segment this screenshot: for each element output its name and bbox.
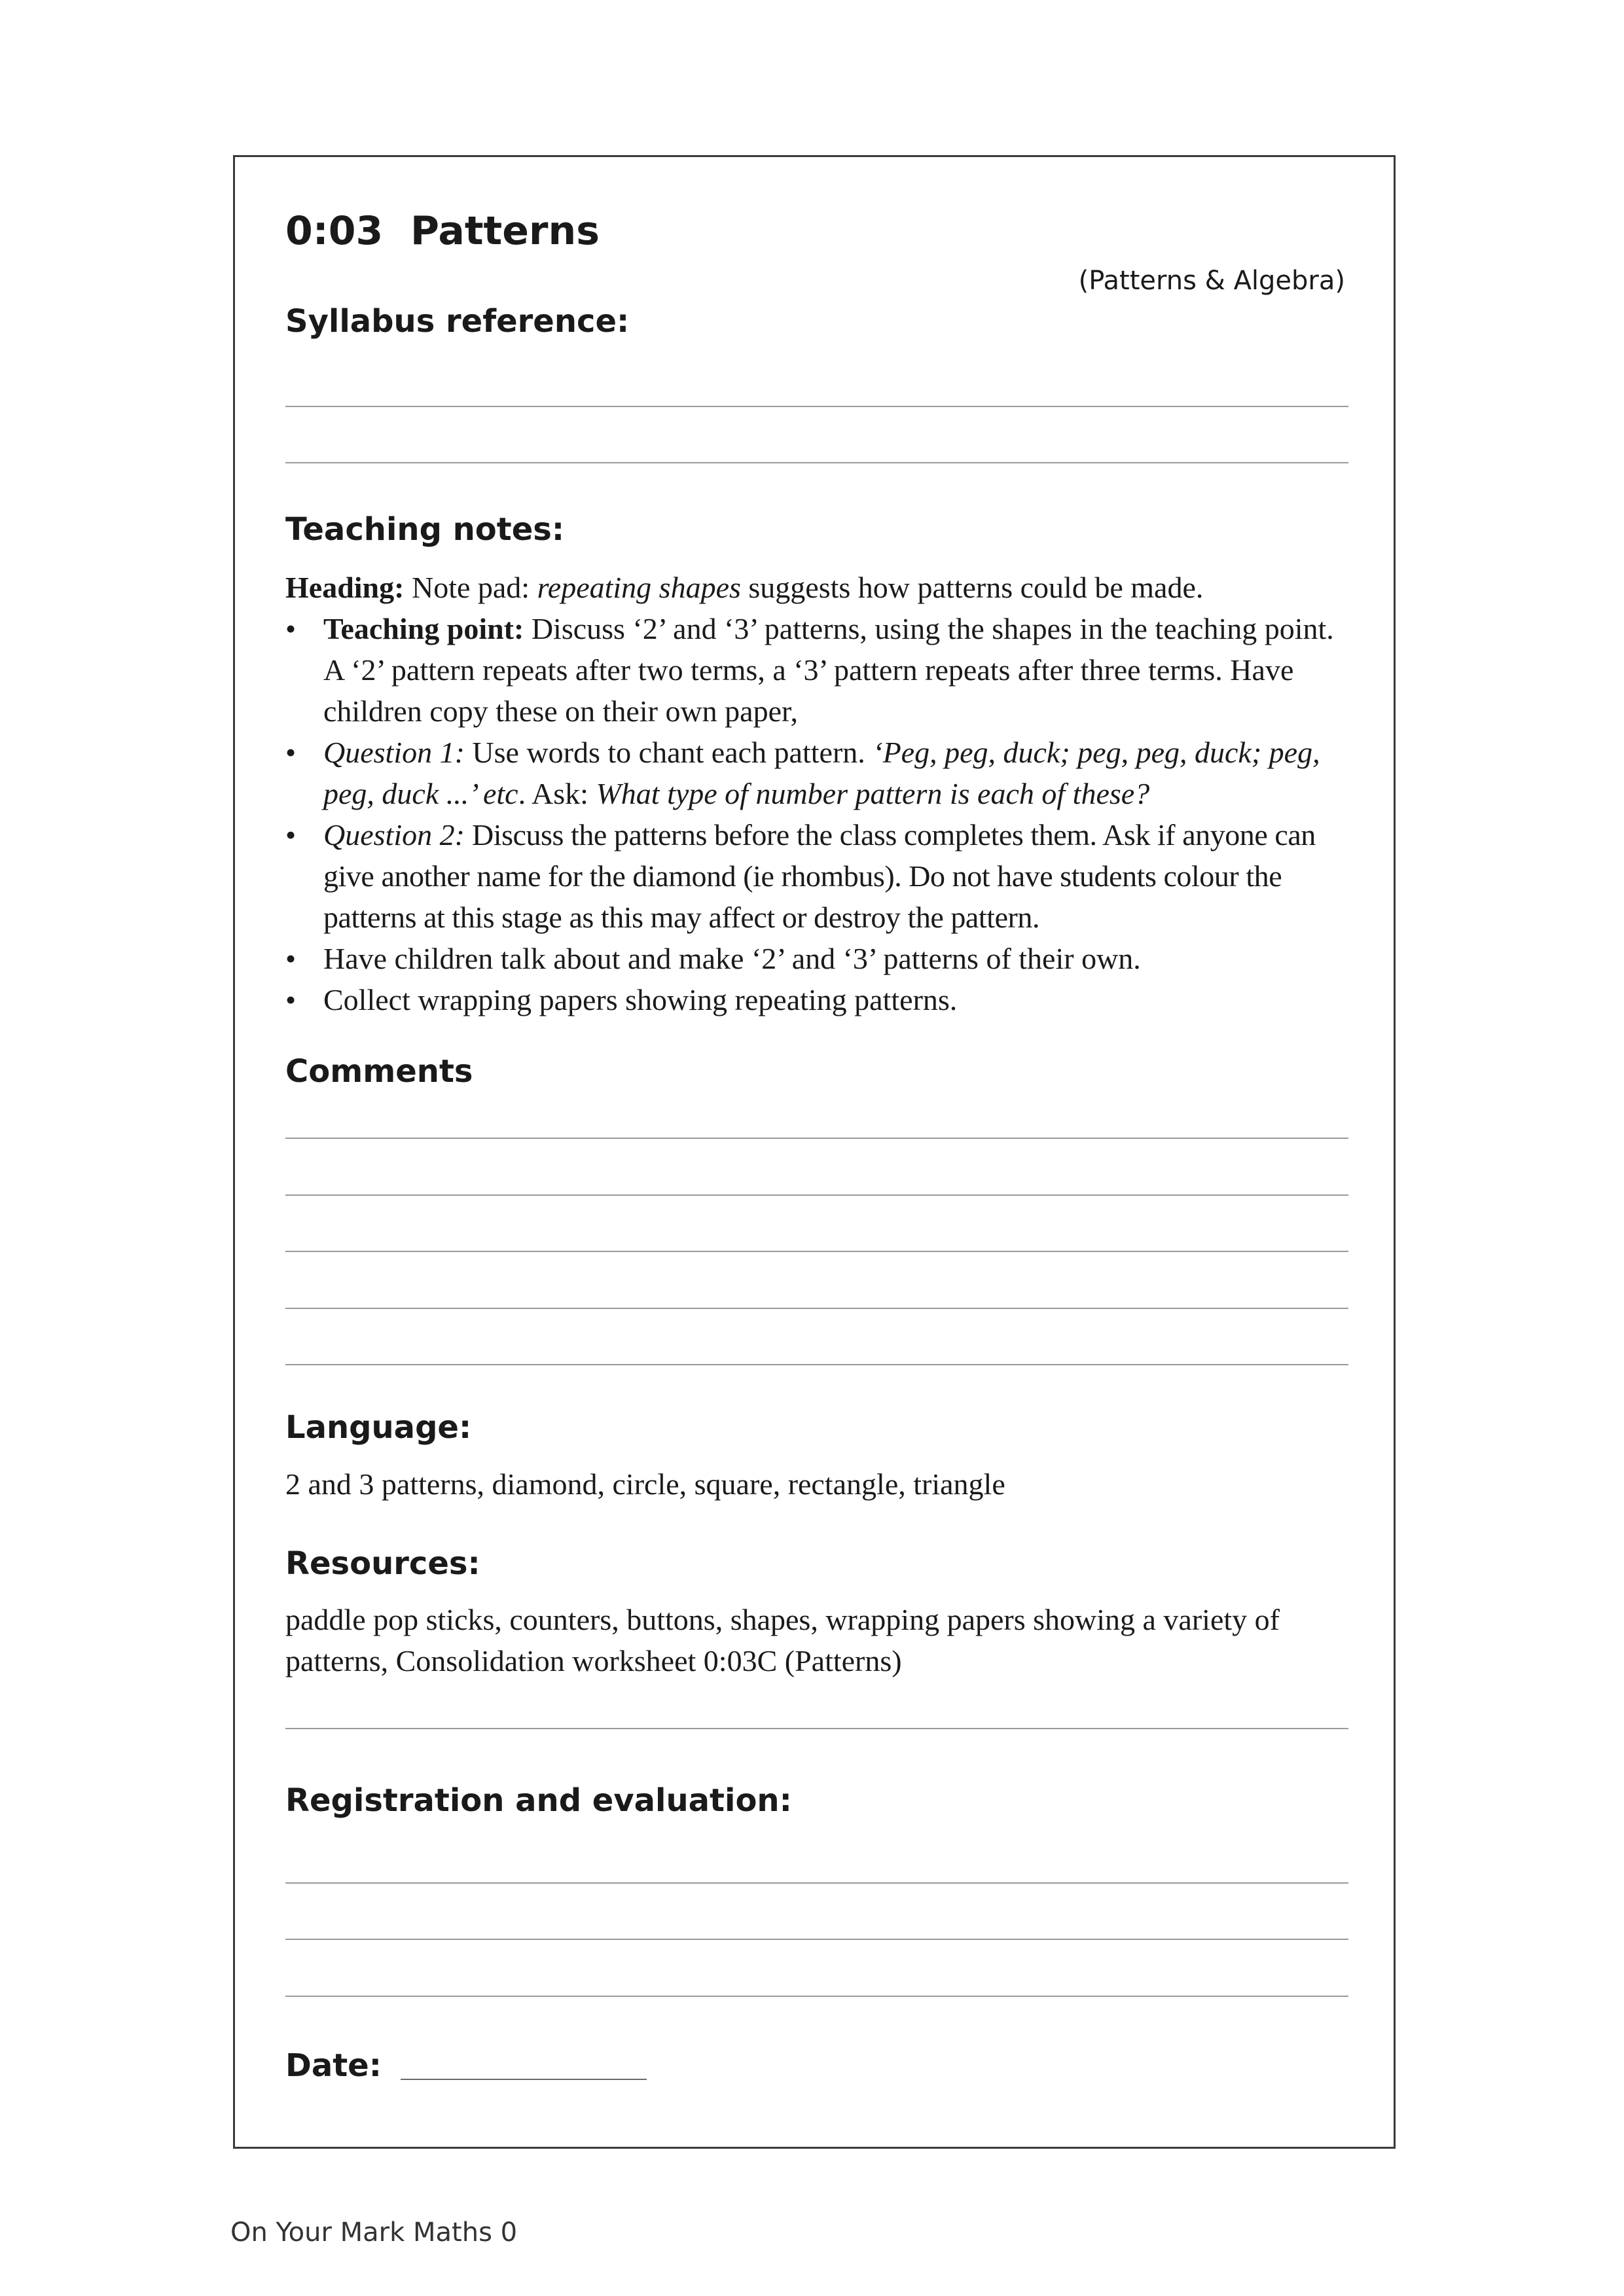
comments-line: [285, 1251, 1348, 1252]
page-footer: On Your Mark Maths 0: [230, 2217, 518, 2248]
resources-text: paddle pop sticks, counters, buttons, shapes, wrapping papers showing a variety of patterns, Consolidation worksheet 0:03C (Patterns): [285, 1603, 1280, 1677]
teaching-point-label: Teaching point:: [323, 612, 524, 645]
teaching-point-text: Discuss ‘2’ and ‘3’ patterns, using the shapes in the teaching point. A ‘2’ pattern repeats after two terms, a ‘3’ pattern repeats after three terms. Have children copy these on their own paper,: [323, 612, 1334, 728]
question-2-label: Question 2:: [323, 818, 465, 852]
strand-label: (Patterns & Algebra): [1078, 266, 1345, 296]
comments-line: [285, 1364, 1348, 1365]
heading-text-end: suggests how patterns could be made.: [740, 571, 1204, 604]
heading-text: Note pad:: [404, 571, 537, 604]
teaching-notes-heading: Teaching notes:: [285, 511, 565, 548]
date-label: Date:: [285, 2047, 382, 2084]
teaching-notes-list: [285, 608, 1359, 1020]
language-heading: Language:: [285, 1409, 472, 1446]
question-2-text: Discuss the patterns before the class completes them. Ask if anyone can give another name for the diamond (ie rhombus). Do not have students colour the patterns at this stage as this may affect or destroy the pattern.: [323, 818, 1316, 934]
list-item: [285, 979, 1359, 1020]
teaching-notes-body: [285, 567, 1359, 1020]
list-item: [285, 938, 1359, 979]
comments-line: [285, 1138, 1348, 1139]
page-frame: [233, 155, 1396, 2149]
bullet-text: Have children talk about and make ‘2’ and ‘3’ patterns of their own.: [323, 942, 1141, 975]
comments-heading: Comments: [285, 1053, 473, 1090]
date-line: [401, 2079, 647, 2080]
heading-note: [285, 567, 1359, 608]
list-item: [285, 608, 1359, 732]
question-1-text: Use words to chant each pattern.: [464, 736, 873, 769]
syllabus-line-1: [285, 406, 1348, 407]
syllabus-line-2: [285, 462, 1348, 463]
comments-line: [285, 1308, 1348, 1309]
resources-heading: Resources:: [285, 1545, 480, 1582]
registration-heading: Registration and evaluation:: [285, 1782, 792, 1819]
heading-italic: repeating shapes: [537, 571, 741, 604]
list-item: [285, 814, 1359, 938]
list-item: [285, 732, 1359, 814]
question-1-question: What type of number pattern is each of these?: [596, 777, 1150, 810]
registration-line: [285, 1996, 1348, 1997]
syllabus-reference-heading: Syllabus reference:: [285, 303, 630, 340]
resources-line: [285, 1728, 1348, 1729]
heading-label: Heading:: [285, 571, 405, 604]
question-1-label: Question 1:: [323, 736, 465, 769]
question-1-ask: . Ask:: [518, 777, 596, 810]
page-title: 0:03 Patterns: [285, 208, 600, 254]
registration-line: [285, 1939, 1348, 1940]
language-text: 2 and 3 patterns, diamond, circle, square, rectangle, triangle: [285, 1467, 1005, 1501]
registration-line: [285, 1882, 1348, 1884]
bullet-text: Collect wrapping papers showing repeating patterns.: [323, 983, 958, 1016]
question-1-chant: ‘Peg, peg, duck; peg, peg, duck; peg, peg, duck ...’ etc: [323, 736, 1320, 810]
comments-line: [285, 1194, 1348, 1196]
